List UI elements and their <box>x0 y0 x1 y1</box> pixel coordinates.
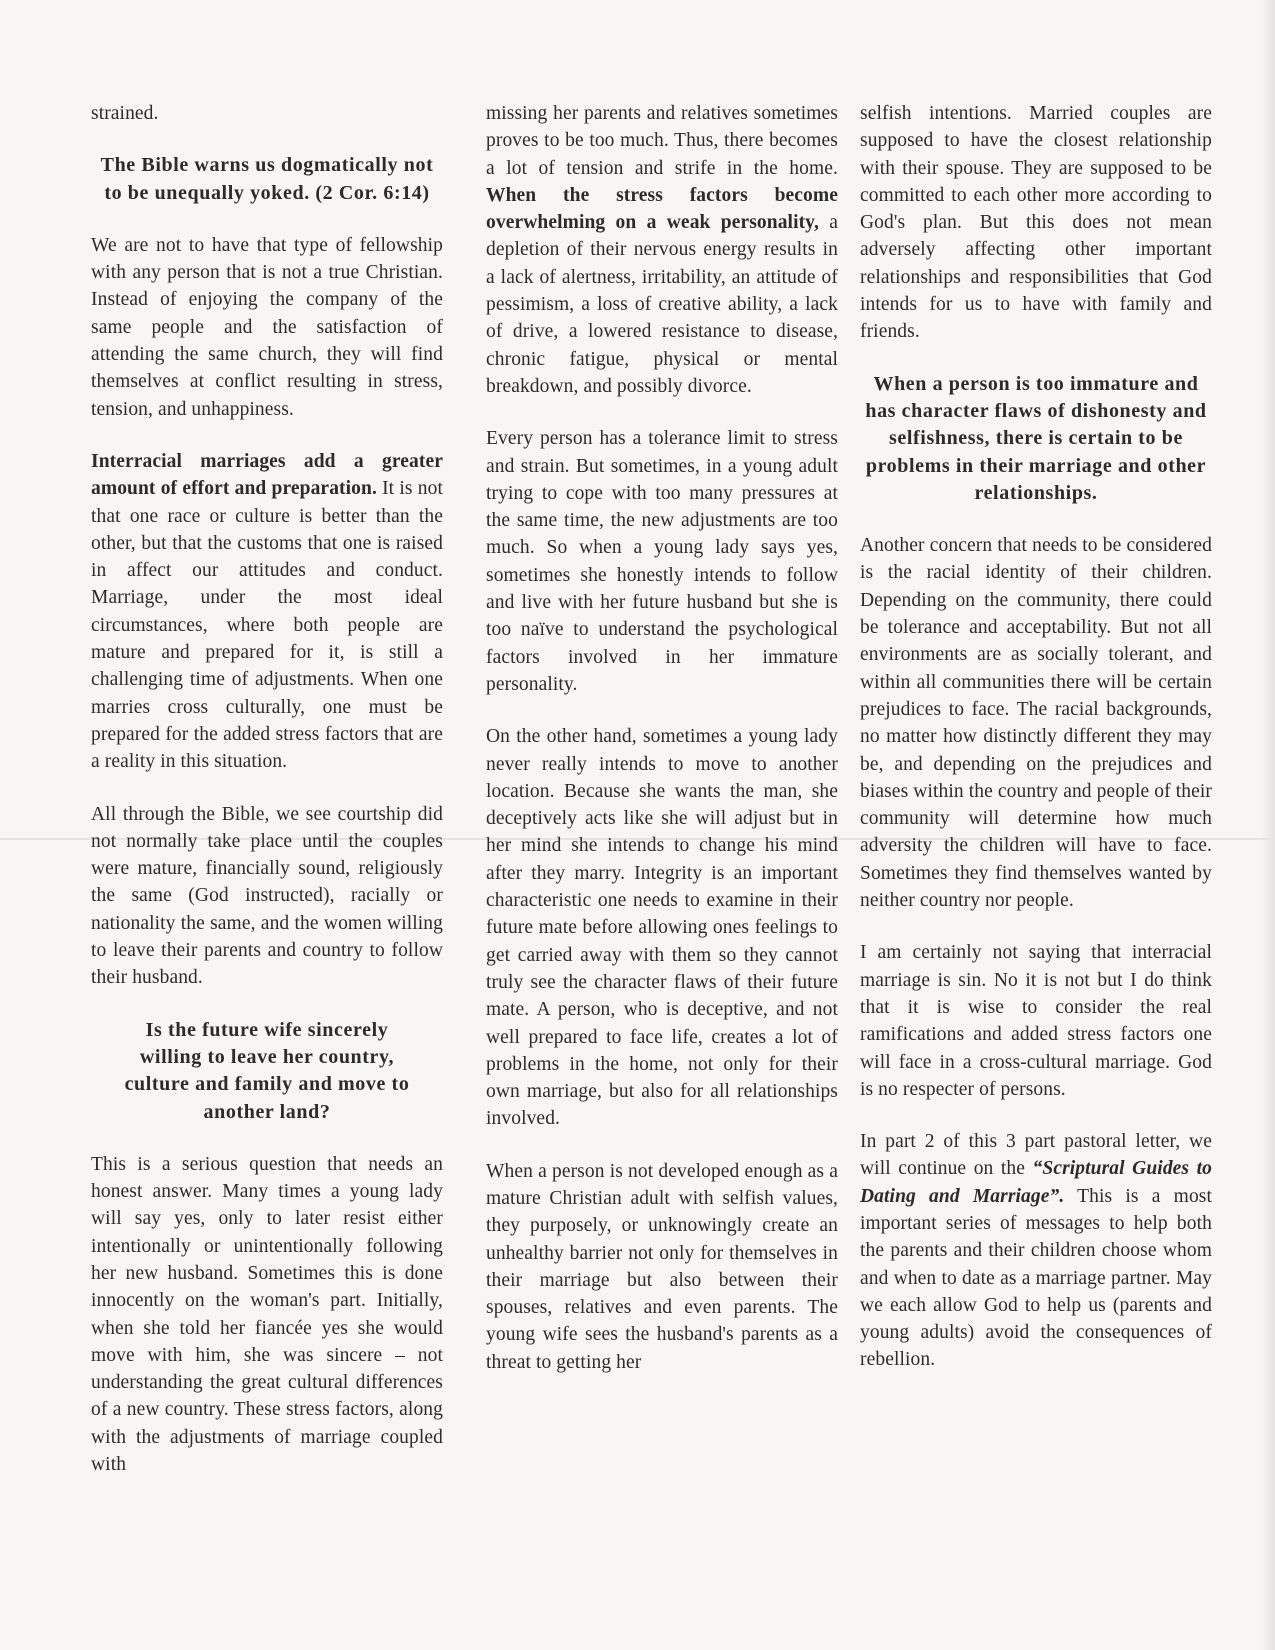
heading-too-immature: When a person is too immature and has character flaws of dishonesty and selfishness, there is certain to be problems in their marriage and other relationships. <box>865 372 1207 504</box>
interracial-body: It is not that one race or culture is better than the other, but that the customs that one is raised in affect our attitudes and conduct. Marriage, under the most ideal circumstances, where both people are mature and prepared for it, is still a challenging time of adjustments. When one marries cross culturally, one must be prepared for the added stress factors that are a reality in this situation. <box>91 478 443 773</box>
heading-unequally-yoked: The Bible warns us dogmatically not to be unequally yoked. (2 Cor. 6:14) <box>100 154 434 204</box>
paragraph-bible-courtship: All through the Bible, we see courtship did not normally take place until the couples were mature, financially sound, religiously the same (God instructed), racially or nationality the same, and the women willing to leave their parents and country to follow their husband. <box>91 803 443 989</box>
column-right <box>860 100 1212 1399</box>
paragraph-not-saying: I am certainly not saying that interracial marriage is sin. No it is not but I do think that it is wise to consider the real ramifications and added stress factors one will face in a cross-cultural marriage. God is no respecter of persons. <box>860 942 1212 1100</box>
paragraph-strained: strained. <box>91 103 159 124</box>
paragraph-other-hand: On the other hand, sometimes a young lady never really intends to move to another location. Because she wants the man, she deceptively acts like she will adjust but in her mind she intends to change his mind after they marry. Integrity is an important characteristic one needs to examine in their future mate before allowing ones feelings to get carried away with them so they cannot truly see the character flaws of their future mate. A person, who is deceptive, and not well prepared to face life, creates a lot of problems in the home, not only for their own marriage, but also for all relationships involved. <box>486 726 838 1130</box>
paragraph-fellowship: We are not to have that type of fellowship with any person that is not a true Christian. Instead of enjoying the company of the same people and the satisfaction of attending the same church, they will find themselves at conflict resulting in stress, tension, and unhappiness. <box>91 234 443 420</box>
column-middle <box>486 100 838 1401</box>
interracial-bold-lead: Interracial marriages add a greater amount of effort and preparation. <box>91 450 443 500</box>
paragraph-missing-parents: missing her parents and relatives sometimes proves to be too much. Thus, there becomes a lot of tension and strife in the home. When the stress factors become overwhelming on a weak personality, a depletion of their nervous energy results in a lack of alertness, irritability, an attitude of pessimism, a loss of creative ability, a lack of drive, a lowered resistance to disease, chronic fatigue, physical or mental breakdown, and possibly divorce. <box>486 103 838 397</box>
column-left <box>91 100 443 1503</box>
paragraph-part-2: In part 2 of this 3 part pastoral letter, we will continue on the “Scriptural Guides to Dating and Marriage”. This is a most important series of messages to help both the parents and their children choose whom and when to date as a marriage partner. May we each allow God to help us (parents and young adults) avoid the consequences of rebellion. <box>860 1131 1213 1371</box>
paragraph-selfish-intentions: selfish intentions. Married couples are supposed to have the closest relationship with their spouse. They are supposed to be committed to each other more according to God's plan. But this does not mean adversely affecting other important relationships and responsibilities that God intends for us to have with family and friends. <box>860 103 1212 343</box>
series-title: “Scriptural Guides to Dating and Marriage”. <box>860 1158 1212 1207</box>
stress-factors-bold: When the stress factors become overwhelming on a weak personality, <box>486 184 838 234</box>
scan-edge-shadow <box>1261 0 1275 1650</box>
heading-future-wife: Is the future wife sincerely willing to leave her country, culture and family and move to another land? <box>124 1018 410 1123</box>
paragraph-interracial-effort <box>91 448 443 776</box>
paragraph-racial-identity: Another concern that needs to be considered is the racial identity of their children. Depending on the community, there could be tolerance and acceptability. But not all environments are as socially tolerant, and within all communities there will be certain prejudices to face. The racial backgrounds, no matter how distinctly different they may be, and depending on the prejudices and biases within the country and people of their community will determine how much adversity the children will have to face. Sometimes they find themselves wanted by neither country nor people. <box>860 535 1212 912</box>
paragraph-serious-question: This is a serious question that needs an honest answer. Many times a young lady will say yes, only to later resist either intentionally or unintentionally following her new husband. Sometimes this is done innocently on the woman's part. Initially, when she told her fiancée yes she would move with him, she was sincere – not understanding the great cultural differences of a new country. These stress factors, along with the adjustments of marriage coupled with <box>91 1153 443 1476</box>
paragraph-not-developed: When a person is not developed enough as a mature Christian adult with selfish values, they purposely, or unknowingly create an unhealthy barrier not only for themselves in their marriage but also between their spouses, relatives and even parents. The young wife sees the husband's parents as a threat to getting her <box>486 1160 838 1373</box>
paragraph-tolerance-limit: Every person has a tolerance limit to stress and strain. But sometimes, in a young adult trying to cope with too many pressures at the same time, the new adjustments are too much. So when a young lady says yes, sometimes she honestly intends to follow and live with her future husband but she is too naïve to understand the psychological factors involved in her immature personality. <box>486 428 838 695</box>
